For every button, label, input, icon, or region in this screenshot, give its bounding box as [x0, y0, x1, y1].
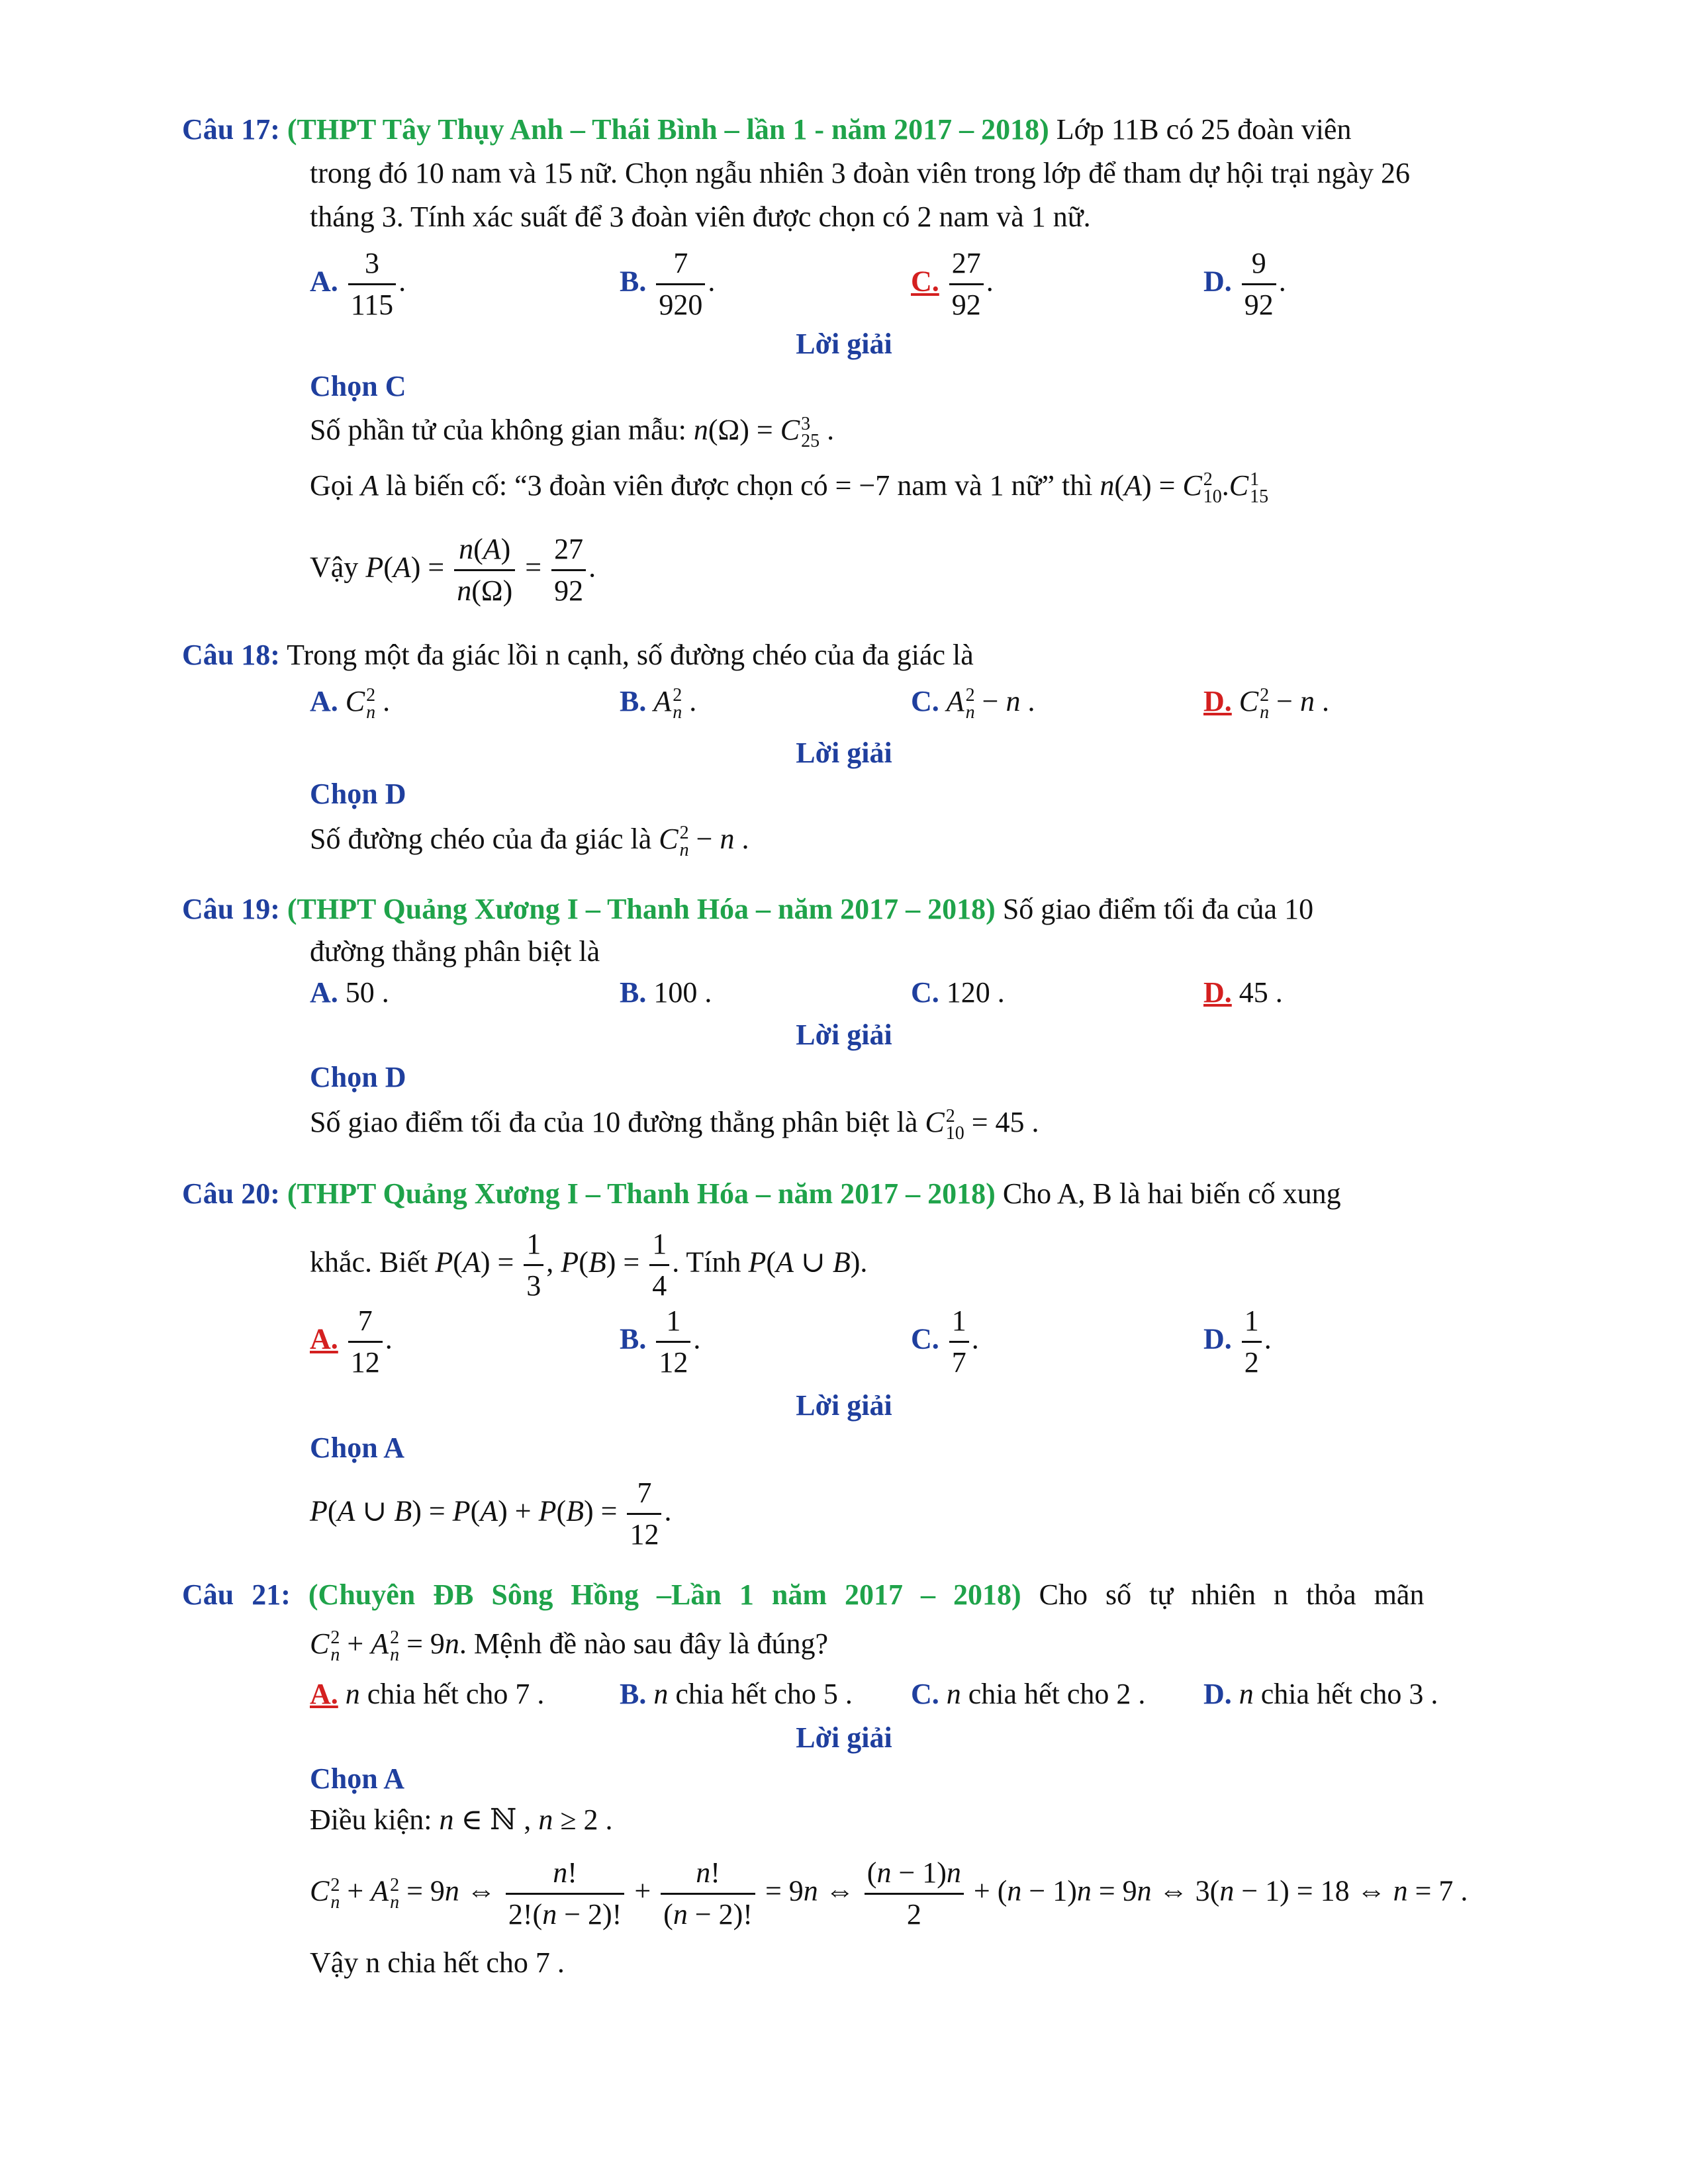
q17-line2c: nam và 1 nữ” thì — [897, 469, 1093, 502]
q20-text2: khắc. Biết P(A) = $\frac{1}{3}$ , P(B) = $\frac{1}{4}$ . Tính P(A ∪ B). — [310, 1224, 867, 1306]
q17-source: (THPT Tây Thụy Anh – Thái Bình – lần 1 - năm 2017 – 2018) — [287, 113, 1049, 146]
q19-option-c[interactable]: C. 120 . — [911, 976, 1005, 1009]
option-text: chia hết cho 2 . — [968, 1678, 1146, 1710]
q18-choice: Chọn D — [310, 778, 406, 810]
q17-line1-text: Số phần tử của không gian mẫu: — [310, 414, 686, 446]
q21-option-b[interactable]: B. n chia hết cho 5 . — [620, 1678, 853, 1710]
q17-solution-title: Lời giải — [796, 328, 892, 360]
q21-text2-tail: . Mệnh đề nào sau đây là đúng? — [459, 1627, 829, 1660]
option-label: A. — [310, 976, 338, 1009]
q17-text1: Lớp 11B có 25 đoàn viên — [1056, 113, 1352, 146]
q21-text1: Cho số tự nhiên n thỏa mãn — [1039, 1578, 1425, 1611]
q17-line3: Vậy — [310, 551, 359, 584]
option-label: A. — [310, 685, 338, 717]
q19-option-d[interactable]: D. 45 . — [1203, 976, 1283, 1009]
q20-option-d[interactable]: D. $\frac{1}{2}$ . — [1203, 1301, 1272, 1383]
numerator: 1 — [656, 1301, 690, 1343]
q20-header — [182, 1175, 1341, 1212]
denominator: 92 — [1244, 289, 1274, 321]
q18-answer: Số đường chéo của đa giác là C 2 n − n . — [310, 822, 749, 860]
option-label-correct: A. — [310, 1322, 338, 1355]
q19-choice: Chọn D — [310, 1061, 406, 1093]
q19-option-a[interactable]: A. 50 . — [310, 976, 389, 1009]
q19-option-b[interactable]: B. 100 . — [620, 976, 712, 1009]
q21-source: (Chuyên ĐB Sông Hồng –Lần 1 năm 2017 – 2018) — [308, 1578, 1021, 1611]
q21-condition: Điều kiện: n ∈ ℕ , n ≥ 2 . — [310, 1803, 613, 1836]
q19-solution-title: Lời giải — [796, 1019, 892, 1051]
option-label: B. — [620, 976, 647, 1009]
denominator: 12 — [350, 1346, 380, 1379]
option-value: 50 — [345, 976, 375, 1009]
q19-line1: Số giao điểm tối đa của 10 đường thẳng phân biệt là — [310, 1106, 918, 1138]
option-value: 45 — [1239, 976, 1268, 1009]
q17-line2b: là biến cố: “3 đoàn viên được chọn có — [385, 469, 828, 502]
q20-solution-formula: P(A ∪ B) = P(A) + P(B) = $\frac{7}{12}$ . — [310, 1473, 671, 1555]
option-label: B. — [620, 1322, 647, 1355]
denominator: 7 — [951, 1346, 966, 1379]
q20-text2b: Tính — [686, 1246, 741, 1279]
q19-label: Câu 19: — [182, 893, 280, 925]
option-value: 120 — [946, 976, 990, 1009]
option-label: B. — [620, 685, 647, 717]
q19-header — [182, 891, 1313, 928]
option-label-correct: C. — [911, 265, 939, 298]
q21-option-a[interactable]: A. n chia hết cho 7 . — [310, 1678, 545, 1710]
q17-sample-space: Số phần tử của không gian mẫu: n(Ω) = C 3 25 . — [310, 413, 835, 451]
q21-label: Câu 21: — [182, 1578, 291, 1611]
q17-label: Câu 17: — [182, 113, 280, 146]
q19-answer: Số giao điểm tối đa của 10 đường thẳng phân biệt là C 2 10 = 45 . — [310, 1105, 1039, 1144]
q20-solution-title: Lời giải — [796, 1389, 892, 1422]
numerator: 27 — [949, 244, 984, 285]
option-label: C. — [911, 1322, 939, 1355]
option-label: D. — [1203, 1678, 1232, 1710]
q21-solution-title: Lời giải — [796, 1721, 892, 1754]
option-label: B. — [620, 265, 647, 298]
denominator: 115 — [350, 289, 394, 321]
q18-line1: Số đường chéo của đa giác là — [310, 823, 652, 855]
numerator: 7 — [348, 1301, 383, 1343]
q21-cond-label: Điều kiện: — [310, 1803, 432, 1836]
q19-source: (THPT Quảng Xương I – Thanh Hóa – năm 2017 – 2018) — [287, 893, 996, 925]
q17-line2a: Gọi — [310, 469, 353, 502]
option-label: C. — [911, 1678, 939, 1710]
q18-option-d[interactable]: D. C 2 n − n . — [1203, 684, 1329, 723]
q21-derivation: C 2 n + A 2 n = 9n ⇔ $\frac{n!}{2!(n - 2)!}$ + $\frac{n!}{(n - 2)!}$ = 9n ⇔ $\frac{(n - 1)n}{2}$ + (n − 1)n = 9n ⇔ 3(n − 1) = 18 ⇔ n = 7 . — [310, 1853, 1468, 1934]
q21-text2: C 2 n + A 2 n = 9n. Mệnh đề nào sau đây là đúng? — [310, 1627, 829, 1665]
option-value: 100 — [653, 976, 698, 1009]
q21-option-d[interactable]: D. n chia hết cho 3 . — [1203, 1678, 1438, 1710]
option-label: B. — [620, 1678, 647, 1710]
denominator: 12 — [659, 1346, 688, 1379]
q17-text2: trong đó 10 nam và 15 nữ. Chọn ngẫu nhiên 3 đoàn viên trong lớp để tham dự hội trại ngày 26 — [310, 157, 1411, 189]
q21-choice: Chọn A — [310, 1762, 405, 1795]
q18-header — [182, 637, 974, 674]
denominator: 2 — [1244, 1346, 1259, 1379]
q19-text2: đường thẳng phân biệt là — [310, 935, 600, 968]
q21-option-c[interactable]: C. n chia hết cho 2 . — [911, 1678, 1146, 1710]
option-label: C. — [911, 976, 939, 1009]
q20-text1: Cho A, B là hai biến cố xung — [1002, 1177, 1341, 1210]
q18-option-a[interactable]: A. C 2 n . — [310, 684, 391, 723]
q20-label: Câu 20: — [182, 1177, 280, 1210]
numerator: 1 — [1242, 1301, 1262, 1343]
option-label-correct: A. — [310, 1678, 338, 1710]
q19-text1: Số giao điểm tối đa của 10 — [1002, 893, 1314, 925]
q21-final: Vậy n chia hết cho 7 . — [310, 1946, 565, 1979]
denominator: 920 — [659, 289, 703, 321]
q18-solution-title: Lời giải — [796, 737, 892, 769]
numerator: 3 — [348, 244, 396, 285]
q18-option-c[interactable]: C. A 2 n − n . — [911, 684, 1035, 723]
numerator: 9 — [1242, 244, 1276, 285]
q18-label: Câu 18: — [182, 639, 280, 671]
q20-choice: Chọn A — [310, 1432, 405, 1464]
q17-event: Gọi A là biến cố: “3 đoàn viên được chọn có = −7 nam và 1 nữ” thì n(A) = C 2 10 .C 1 15 — [310, 469, 1269, 507]
q20-source: (THPT Quảng Xương I – Thanh Hóa – năm 2017 – 2018) — [287, 1177, 996, 1210]
q17-option-d[interactable]: D. $\frac{9}{92}$ . — [1203, 244, 1286, 325]
q17-text3: tháng 3. Tính xác suất để 3 đoàn viên được chọn có 2 nam và 1 nữ. — [310, 201, 1091, 233]
option-label: D. — [1203, 1322, 1232, 1355]
q20-option-c[interactable]: C. $\frac{1}{7}$ . — [911, 1301, 979, 1383]
option-label-correct: D. — [1203, 685, 1232, 717]
option-label: C. — [911, 685, 939, 717]
option-text: chia hết cho 3 . — [1260, 1678, 1438, 1710]
numerator: 7 — [656, 244, 705, 285]
option-label-correct: D. — [1203, 976, 1232, 1009]
option-label: A. — [310, 265, 338, 298]
q20-option-a[interactable]: A. $\frac{7}{12}$ . — [310, 1301, 393, 1383]
q20-option-b[interactable]: B. $\frac{1}{12}$ . — [620, 1301, 700, 1383]
q17-header — [182, 111, 1351, 148]
q21-header — [182, 1576, 1424, 1614]
option-text: chia hết cho 7 . — [367, 1678, 545, 1710]
q20-text2a: khắc. Biết — [310, 1246, 428, 1279]
q17-choice: Chọn C — [310, 370, 406, 402]
q18-option-b[interactable]: B. A 2 n . — [620, 684, 697, 723]
option-label: D. — [1203, 265, 1232, 298]
option-text: chia hết cho 5 . — [675, 1678, 853, 1710]
denominator: 92 — [951, 289, 981, 321]
numerator: 1 — [949, 1301, 969, 1343]
q17-probability: Vậy P(A) = $\frac{n(A)}{n(\Omega)}$ = $\frac{27}{92}$ . — [310, 529, 596, 611]
q17-option-c[interactable]: C. $\frac{27}{92}$ . — [911, 244, 994, 325]
q18-text1: Trong một đa giác lồi n cạnh, số đường chéo của đa giác là — [287, 639, 974, 671]
q17-option-b[interactable]: B. $\frac{7}{920}$ . — [620, 244, 715, 325]
q17-option-a[interactable]: A. $\frac{3}{115}$ . — [310, 244, 406, 325]
